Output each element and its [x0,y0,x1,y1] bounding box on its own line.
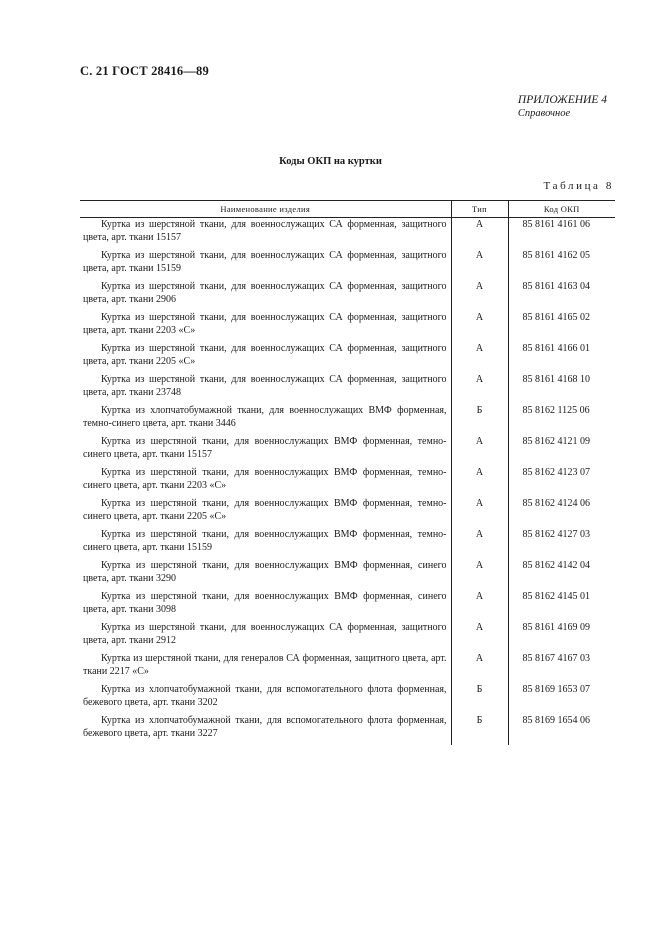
okp-code-cell: 85 8162 4127 03 [522,529,590,540]
table-row [80,466,615,497]
table-row [80,497,615,528]
table-row [80,404,615,435]
table-row [80,683,615,714]
okp-code-cell: 85 8161 4165 02 [522,312,590,323]
product-name-cell: Куртка из шерстяной ткани, для военнослужащих ВМФ форменная, темно-синего цвета, арт. ткани 2203 «С» [83,467,447,491]
appendix-ref: Справочное [517,108,571,119]
type-cell: Б [451,714,508,745]
product-name-cell: Куртка из хлопчатобумажной ткани, для военнослужащих ВМФ форменная, темно-синего цвета, арт. ткани 3446 [83,405,447,429]
okp-code-cell: 85 8162 4142 04 [522,560,590,571]
document-title: Коды ОКП на куртки [279,156,382,167]
okp-code-cell: 85 8161 4166 01 [522,343,590,354]
column-header-name: Наименование изделия [80,201,451,218]
product-name-cell: Куртка из шерстяной ткани, для военнослужащих СА форменная, защитного цвета, арт. ткани 15157 [83,219,447,243]
type-cell: А [451,528,508,559]
table-body [80,218,615,746]
okp-code-cell: 85 8161 4162 05 [522,250,590,261]
product-name-cell: Куртка из шерстяной ткани, для военнослужащих ВМФ форменная, темно-синего цвета, арт. ткани 15157 [83,436,447,460]
product-name-cell: Куртка из шерстяной ткани, для военнослужащих ВМФ форменная, темно-синего цвета, арт. ткани 2205 «С» [83,498,447,522]
okp-code-cell: 85 8161 4168 10 [522,374,590,385]
table-row [80,590,615,621]
table-row [80,218,615,250]
type-cell: А [451,435,508,466]
type-cell: А [451,559,508,590]
table-row [80,621,615,652]
product-name-cell: Куртка из шерстяной ткани, для военнослужащих СА форменная, защитного цвета, арт. ткани 2906 [83,281,447,305]
okp-code-cell: 85 8161 4169 09 [522,622,590,633]
table-row [80,528,615,559]
table-row [80,249,615,280]
product-name-cell: Куртка из шерстяной ткани, для военнослужащих СА форменная, защитного цвета, арт. ткани 2912 [83,622,447,646]
table-row [80,559,615,590]
product-name-cell: Куртка из шерстяной ткани, для военнослужащих СА форменная, защитного цвета, арт. ткани 2205 «С» [83,343,447,367]
type-cell: А [451,218,508,250]
product-name-cell: Куртка из шерстяной ткани, для военнослужащих СА форменная, защитного цвета, арт. ткани 23748 [83,374,447,398]
okp-code-cell: 85 8169 1654 06 [522,715,590,726]
product-name-cell: Куртка из хлопчатобумажной ткани, для вспомогательного флота форменная, бежевого цвета, арт. ткани 3202 [83,684,447,708]
table-row [80,342,615,373]
type-cell: А [451,342,508,373]
table-row [80,652,615,683]
table-row [80,311,615,342]
type-cell: А [451,280,508,311]
product-name-cell: Куртка из шерстяной ткани, для военнослужащих ВМФ форменная, синего цвета, арт. ткани 3290 [83,560,447,584]
table-row [80,373,615,404]
okp-codes-table [80,200,615,745]
column-header-code: Код ОКП [508,201,615,218]
page-header: С. 21 ГОСТ 28416—89 [80,64,209,78]
type-cell: А [451,621,508,652]
product-name-cell: Куртка из шерстяной ткани, для военнослужащих СА форменная, защитного цвета, арт. ткани 2203 «С» [83,312,447,336]
okp-code-cell: 85 8167 4167 03 [522,653,590,664]
table-header-row [80,201,615,218]
type-cell: А [451,373,508,404]
type-cell: Б [451,683,508,714]
product-name-cell: Куртка из хлопчатобумажной ткани, для вспомогательного флота форменная, бежевого цвета, арт. ткани 3227 [83,715,447,739]
type-cell: А [451,652,508,683]
table-row [80,435,615,466]
okp-code-cell: 85 8161 4163 04 [522,281,590,292]
type-cell: А [451,466,508,497]
product-name-cell: Куртка из шерстяной ткани, для военнослужащих ВМФ форменная, темно-синего цвета, арт. ткани 15159 [83,529,447,553]
type-cell: А [451,311,508,342]
type-cell: Б [451,404,508,435]
type-cell: А [451,249,508,280]
product-name-cell: Куртка из шерстяной ткани, для военнослужащих СА форменная, защитного цвета, арт. ткани 15159 [83,250,447,274]
okp-code-cell: 85 8169 1653 07 [522,684,590,695]
product-name-cell: Куртка из шерстяной ткани, для военнослужащих ВМФ форменная, синего цвета, арт. ткани 3098 [83,591,447,615]
table-row [80,714,615,745]
type-cell: А [451,590,508,621]
okp-code-cell: 85 8162 4145 01 [522,591,590,602]
column-header-type: Тип [451,201,508,218]
appendix-title: ПРИЛОЖЕНИЕ 4 [517,94,607,106]
appendix-note [518,94,607,120]
okp-code-cell: 85 8162 1125 06 [522,405,590,416]
type-cell: А [451,497,508,528]
okp-code-cell: 85 8162 4123 07 [522,467,590,478]
okp-code-cell: 85 8161 4161 06 [522,219,590,230]
okp-code-cell: 85 8162 4124 06 [522,498,590,509]
table-label: Таблица 8 [543,180,614,192]
okp-code-cell: 85 8162 4121 09 [522,436,590,447]
table-row [80,280,615,311]
product-name-cell: Куртка из шерстяной ткани, для генералов СА форменная, защитного цвета, арт. ткани 2217 «С» [83,653,447,677]
